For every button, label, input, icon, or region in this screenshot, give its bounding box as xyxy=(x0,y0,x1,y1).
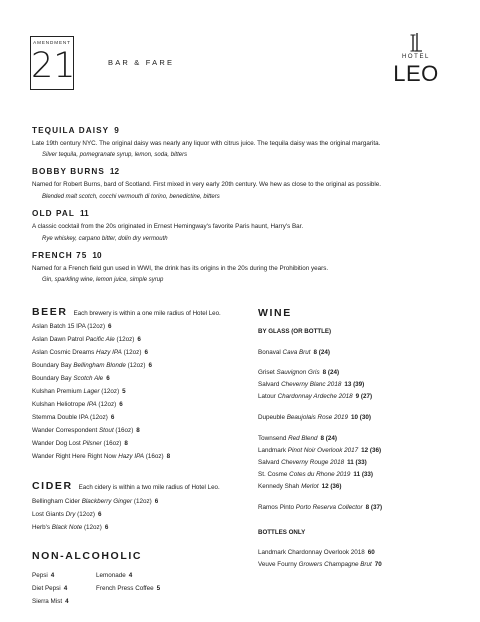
list-item: Boundary Bay Scotch Ale 6 xyxy=(32,375,110,382)
list-item: Boundary Bay Bellingham Blonde (12oz) 6 xyxy=(32,362,152,369)
cocktail-description: A classic cocktail from the 20s originated in Ernest Hemingway's favorite Paris haunt, Harry's Bar. xyxy=(32,223,304,230)
list-item: French Press Coffee 5 xyxy=(96,585,161,592)
list-item: St. Cosme Cotes du Rhone 2019 11 (33) xyxy=(258,471,374,478)
hotel-leo-monogram-icon xyxy=(409,33,423,53)
logo-amendment-text: AMENDMENT xyxy=(33,40,71,45)
cocktail-title: TEQUILA DAISY 9 xyxy=(32,126,119,135)
wine-bottles-only-label: BOTTLES ONLY xyxy=(258,529,306,536)
list-item: Bonaval Cava Brut 8 (24) xyxy=(258,349,330,356)
bar-fare-tagline: BAR & FARE xyxy=(108,58,175,67)
cider-section-title: CIDER Each cidery is within a two mile radius of Hotel Leo. xyxy=(32,480,220,492)
cocktail-title: FRENCH 75 10 xyxy=(32,251,102,260)
beer-note: Each brewery is within a one mile radius of Hotel Leo. xyxy=(73,310,221,317)
list-item: Kennedy Shah Merlot 12 (36) xyxy=(258,483,342,490)
list-item: Wander Right Here Right Now Hazy IPA (16oz) 8 xyxy=(32,453,171,460)
list-item: Aslan Cosmic Dreams Hazy IPA (12oz) 6 xyxy=(32,349,148,356)
list-item: Diet Pepsi 4 xyxy=(32,585,68,592)
list-item: Herb's Black Note (12oz) 6 xyxy=(32,524,109,531)
list-item: Aslan Dawn Patrol Pacific Ale (12oz) 6 xyxy=(32,336,141,343)
cocktail-title: OLD PAL 11 xyxy=(32,209,89,218)
list-item: Dupeuble Beaujolais Rose 2019 10 (30) xyxy=(258,414,371,421)
list-item: Salvard Cheverny Blanc 2018 13 (39) xyxy=(258,381,365,388)
non-alcoholic-section-title: NON-ALCOHOLIC xyxy=(32,550,143,562)
list-item: Sierra Mist 4 xyxy=(32,598,69,605)
list-item: Wander Correspondent Stout (16oz) 8 xyxy=(32,427,140,434)
list-item: Stemma Double IPA (12oz) 6 xyxy=(32,414,115,421)
cocktail-description: Named for a French field gun used in WWI, the drink has its origins in the 20s during the Prohibition years. xyxy=(32,265,329,272)
hotel-label: HOTEL xyxy=(401,54,430,60)
list-item: Kulshan Heliotrope IPA (12oz) 6 xyxy=(32,401,123,408)
list-item: Aslan Batch 15 IPA (12oz) 6 xyxy=(32,323,112,330)
list-item: Salvard Cheverny Rouge 2018 11 (33) xyxy=(258,459,367,466)
list-item: Landmark Pinot Noir Overlook 2017 12 (36) xyxy=(258,447,382,454)
cocktail-description: Late 19th century NYC. The original daisy was nearly any liquor with citrus juice. The tequila daisy was the original margarita. xyxy=(32,140,381,147)
cocktail-description: Named for Robert Burns, bard of Scotland. First mixed in very early 20th century. We hew as close to the original as possible. xyxy=(32,181,382,188)
list-item: Lemonade 4 xyxy=(96,572,133,579)
hotel-name: LEO xyxy=(393,61,439,86)
list-item: Pepsi 4 xyxy=(32,572,55,579)
list-item: Latour Chardonnay Ardeche 2018 9 (27) xyxy=(258,393,373,400)
beer-section-title: BEER Each brewery is within a one mile radius of Hotel Leo. xyxy=(32,306,221,318)
cocktail-ingredients: Gin, sparkling wine, lemon juice, simple syrup xyxy=(42,277,164,283)
list-item: Landmark Chardonnay Overlook 2018 60 xyxy=(258,549,375,556)
cocktail-title: BOBBY BURNS 12 xyxy=(32,167,120,176)
list-item: Lost Giants Dry (12oz) 6 xyxy=(32,511,102,518)
cocktail-ingredients: Silver tequila, pomegranate syrup, lemon, soda, bitters xyxy=(42,152,188,158)
list-item: Ramos Pinto Porto Reserva Collector 8 (37) xyxy=(258,504,383,511)
wine-by-glass-label: BY GLASS (OR BOTTLE) xyxy=(258,328,332,335)
list-item: Townsend Red Blend 8 (24) xyxy=(258,435,337,442)
list-item: Veuve Fourny Growers Champagne Brut 70 xyxy=(258,561,382,568)
amendment-21-logo xyxy=(30,36,74,90)
cocktail-ingredients: Blended malt scotch, cocchi vermouth di torino, benedictine, bitters xyxy=(42,194,220,200)
list-item: Kulshan Premium Lager (12oz) 5 xyxy=(32,388,126,395)
wine-section-title: WINE xyxy=(258,307,292,319)
cider-note: Each cidery is within a two mile radius of Hotel Leo. xyxy=(78,484,220,491)
list-item: Wander Dog Lost Pilsner (16oz) 8 xyxy=(32,440,128,447)
list-item: Bellingham Cider Blackberry Ginger (12oz) 6 xyxy=(32,498,159,505)
logo-number: 21 xyxy=(31,46,76,86)
list-item: Griset Sauvignon Gris 8 (24) xyxy=(258,369,340,376)
cocktail-ingredients: Rye whiskey, carpano bitter, dolin dry vermouth xyxy=(42,236,168,242)
